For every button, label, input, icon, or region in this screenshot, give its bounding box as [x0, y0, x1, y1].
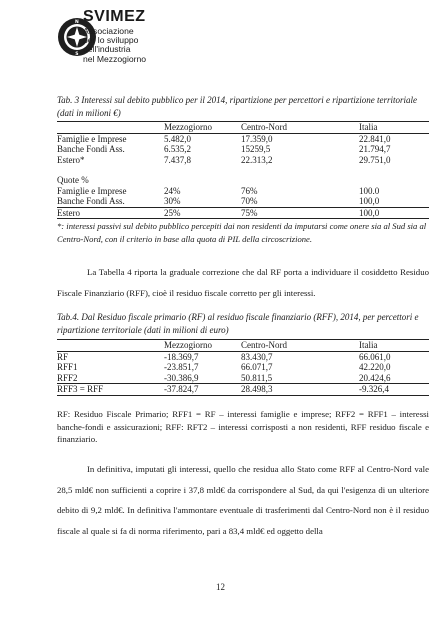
table-cell: 42.220,0 [359, 362, 391, 372]
table-cell: RFF1 [57, 362, 78, 372]
table-cell: Famiglie e Imprese [57, 133, 127, 144]
table-cell: 100,0 [359, 207, 380, 218]
table-cell: RFF3 = RFF [57, 384, 104, 394]
table-row [57, 384, 429, 396]
paragraph [57, 459, 429, 541]
table-row [57, 144, 429, 155]
table-cell: 7.437,8 [164, 154, 191, 165]
paragraph-text: In definitiva, imputati gli interessi, quello che residua allo Stato come RFF al Centro-Nord vale 28,5 mld€ non sufficienti a coprire i 37,8 mld€ da corrispondere al Sud, da qui l'esigenza di un ulteriore debito di 9,2 mld€. In definitiva l'ammontare eventuale di trasferimenti dal Centro-Nord non è il residuo fiscale al quale si fa di norma riferimento, pari a 83,4 mld€ ed oggetto della [57, 464, 429, 536]
table3-caption: Tab. 3 Interessi sul debito pubblico per il 2014, ripartizione per percettori e ripartizione territoriale (dati in milioni €) [57, 95, 417, 118]
table-row [57, 133, 429, 144]
table-cell: -23.851,7 [164, 362, 199, 372]
page-number: 12 [216, 582, 225, 592]
table-row [57, 155, 429, 166]
table-cell: 100.0 [359, 185, 380, 196]
table-cell: 6.535,2 [164, 144, 191, 154]
table-cell: 15259,5 [241, 144, 271, 154]
table-cell: -30.386,9 [164, 372, 199, 383]
table-cell: Estero* [57, 154, 85, 165]
table-cell: 29.751,0 [359, 154, 391, 165]
table3-col-header: Italia [359, 122, 378, 132]
table-row [57, 175, 429, 186]
table-cell: 28.498,3 [241, 384, 273, 394]
table-cell: 100,0 [359, 196, 380, 206]
table-row [57, 351, 429, 362]
table-cell: Quote % [57, 175, 89, 185]
table-cell: -37.824,7 [164, 384, 199, 394]
table-cell: 66.071,7 [241, 362, 273, 372]
table4 [57, 340, 429, 396]
table-cell: 17.359,0 [241, 133, 273, 144]
svg-text:N: N [75, 20, 79, 25]
paragraph-text: La Tabella 4 riporta la graduale correzione che dal RF porta a individuare il cosiddetto Residuo Fiscale Finanziario (RFF), cioè il residuo fiscale corretto per gli interessi. [57, 267, 429, 298]
org-subtitle [83, 27, 146, 64]
table-cell: 83.430,7 [241, 351, 273, 362]
table-cell: -18.369,7 [164, 351, 199, 362]
table-cell: 25% [164, 207, 181, 218]
table-cell: 5.482,0 [164, 133, 191, 144]
table3-footnote: *: interessi passivi sul debito pubblico percepiti dai non residenti da imputarsi come onere sia al Sud sia al Centro-Nord, con il criterio in base alla quota di PIL della circoscrizione. [57, 221, 427, 244]
svg-text:S: S [75, 51, 79, 57]
table4-col-header: Mezzogiorno [164, 340, 212, 350]
table-cell: 20.424,6 [359, 372, 391, 383]
table4-col-header: Centro-Nord [241, 340, 287, 350]
org-name: SVIMEZ [83, 8, 146, 25]
table4-col-header: Italia [359, 340, 378, 350]
table-row [57, 207, 429, 219]
table-cell: Famiglie e Imprese [57, 185, 127, 196]
table3 [57, 122, 429, 219]
table-cell: Estero [57, 207, 80, 218]
paragraph [57, 262, 429, 303]
table4-caption: Tab.4. Dal Residuo fiscale primario (RF) al residuo fiscale finanziario (RFF), 2014, per percettori e ripartizione territoriale (dati in milioni di euro) [57, 312, 419, 335]
table-cell: -9.326,4 [359, 384, 389, 394]
table-row [57, 186, 429, 197]
org-sub-line: nel Mezzogiorno [83, 53, 147, 64]
table-cell: 66.061,0 [359, 351, 391, 362]
table4-header-row [57, 340, 429, 351]
table4-legend: RF: Residuo Fiscale Primario; RFF1 = RF – interessi famiglie e imprese; RFF2 = RFF1 – interessi banche-fondi e assicurazioni; RFF: RFT2 – interessi corrisposti a non residenti, RFF residuo fiscale e finanziario. [57, 409, 429, 444]
table-cell: 22.313,2 [241, 154, 273, 165]
table-cell: 70% [241, 196, 258, 206]
table-row [57, 196, 429, 207]
table-cell: 75% [241, 207, 258, 218]
table-row [57, 362, 429, 373]
table-cell: 76% [241, 185, 258, 196]
table-cell: 30% [164, 196, 181, 206]
table-cell: 22.841,0 [359, 133, 391, 144]
table-cell: 50.811,5 [241, 372, 273, 383]
table-cell: Banche Fondi Ass. [57, 144, 125, 154]
org-sub-line: dell'industria [83, 44, 131, 55]
table-cell: 24% [164, 185, 181, 196]
table-row [57, 373, 429, 384]
org-sub-line: per lo sviluppo [83, 35, 139, 46]
org-sub-line: Associazione [83, 26, 134, 36]
table3-col-header: Mezzogiorno [164, 122, 212, 132]
table-cell: RF [57, 351, 69, 362]
table-cell: RFF2 [57, 372, 78, 383]
table-cell: 21.794,7 [359, 144, 391, 154]
table-cell: Banche Fondi Ass. [57, 196, 125, 206]
table3-col-header: Centro-Nord [241, 122, 287, 132]
table3-header-row [57, 122, 429, 133]
